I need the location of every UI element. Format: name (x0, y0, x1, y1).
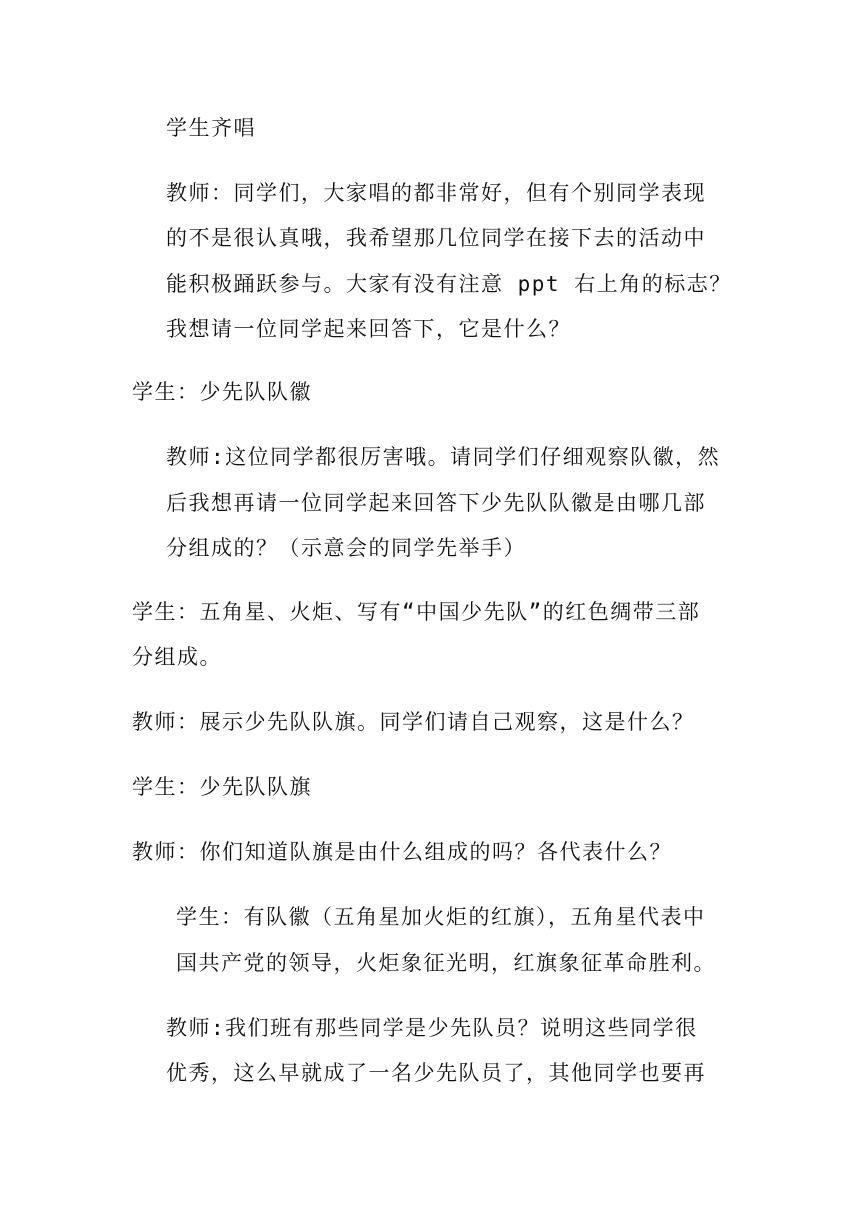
text-line: 学生：五角星、火炬、写有“中国少先队”的红色绸带三部 (132, 600, 701, 624)
text-line: 教师：展示少先队队旗。同学们请自己观察，这是什么？ (132, 710, 695, 734)
text-line: 能积极踊跃参与。大家有没有注意 ppt 右上角的标志？ (166, 272, 732, 296)
text-line: 学生：少先队队徽 (132, 380, 312, 404)
text-line: 我想请一位同学起来回答下，它是什么？ (166, 317, 571, 341)
text-line: 后我想再请一位同学起来回答下少先队队徽是由哪几部 (166, 491, 706, 515)
text-line: 分组成。 (132, 645, 222, 669)
text-line: 教师：你们知道队旗是由什么组成的吗？各代表什么？ (132, 840, 672, 864)
text-line: 学生：有队徽（五角星加火炬的红旗），五角星代表中 (176, 905, 706, 929)
text-line: 教师：同学们，大家唱的都非常好，但有个别同学表现 (166, 181, 706, 205)
text-line: 优秀，这么早就成了一名少先队员了，其他同学也要再 (166, 1061, 706, 1085)
text-line: 教师:这位同学都很厉害哦。请同学们仔细观察队徽，然 (166, 445, 721, 469)
text-line: 学生：少先队队旗 (132, 775, 312, 799)
text-line: 学生齐唱 (166, 116, 256, 140)
text-line: 的不是很认真哦，我希望那几位同学在接下去的活动中 (166, 226, 706, 250)
text-line: 分组成的？（示意会的同学先举手） (166, 536, 526, 560)
text-line: 国共产党的领导，火炬象征光明，红旗象征革命胜利。 (176, 951, 716, 975)
text-line: 教师:我们班有那些同学是少先队员？说明这些同学很 (166, 1016, 698, 1040)
